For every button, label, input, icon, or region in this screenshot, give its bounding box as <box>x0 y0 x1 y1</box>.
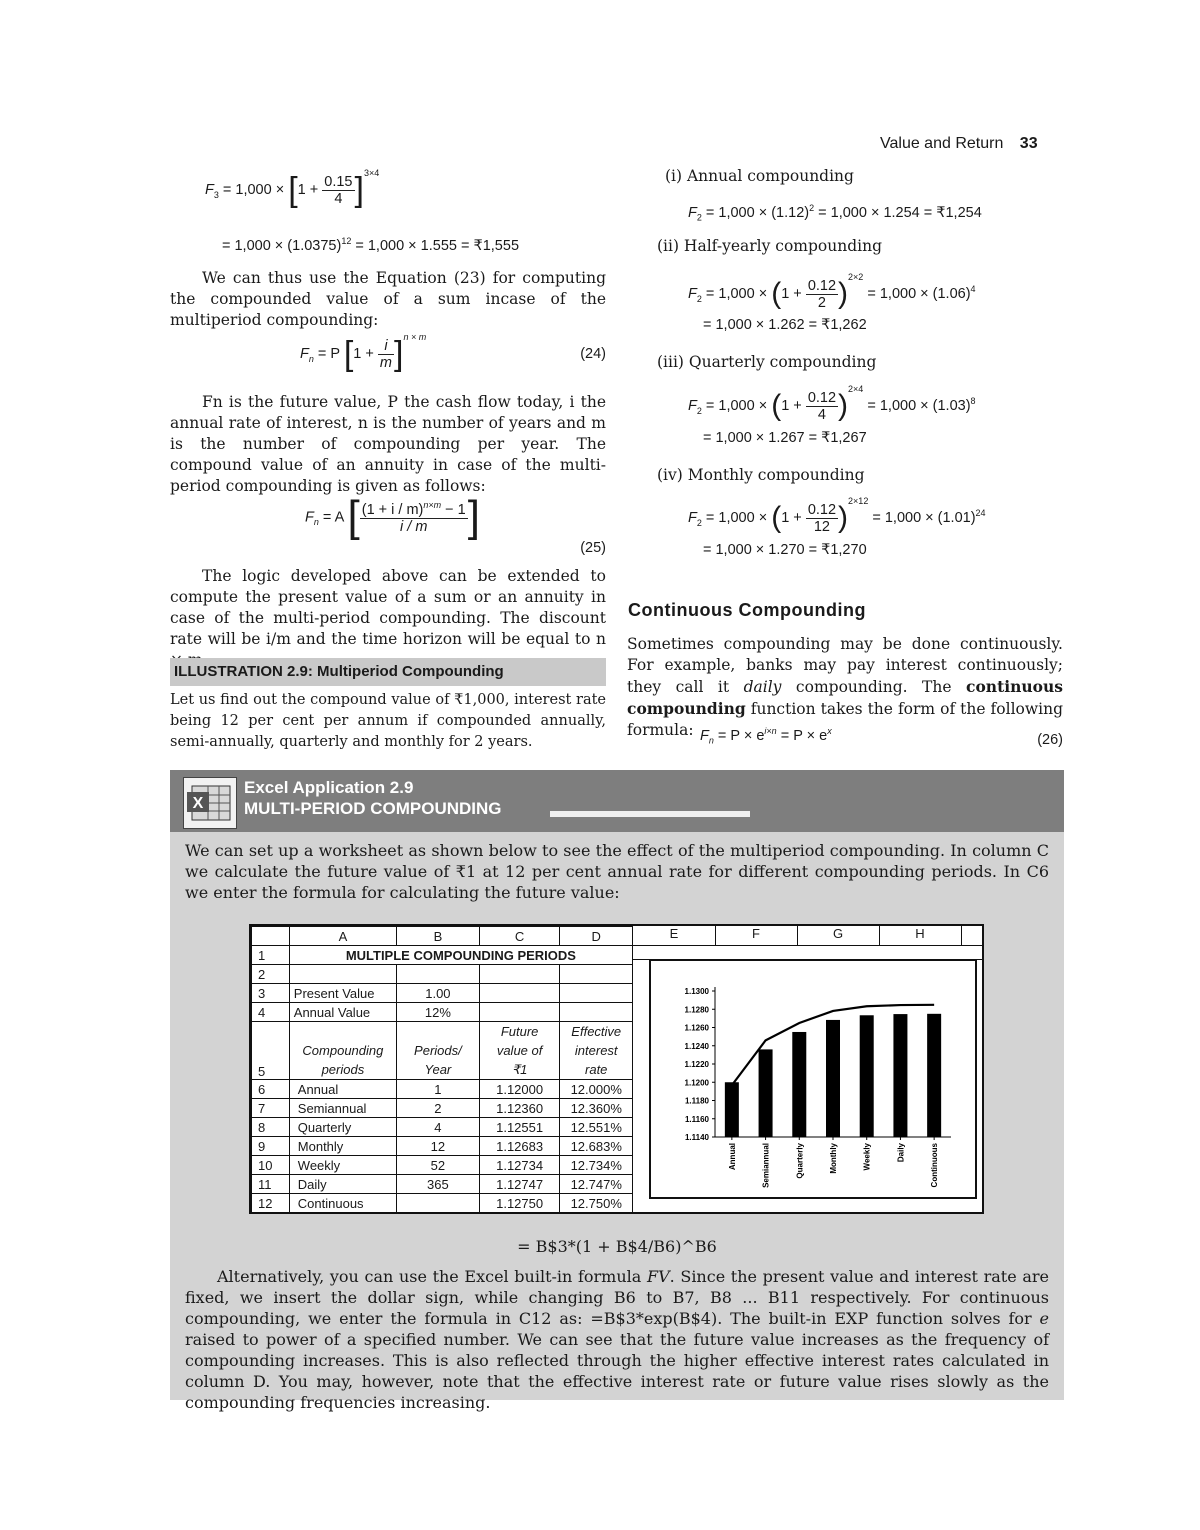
period-cell[interactable]: Semiannual <box>289 1099 396 1118</box>
bar-chart <box>651 961 975 1197</box>
row-header[interactable]: 1 <box>252 946 290 965</box>
x-tick-label: Annual <box>727 1143 737 1171</box>
paragraph-future-value-definition: Fn is the future value, P the cash flow today, i the annual rate of interest, n is the number of years and m is the number of compounding per year. The compound value of an annuity in case of the multi-period compounding is given as follows: <box>170 393 606 495</box>
y-tick-label: 1.1260 <box>684 1023 709 1033</box>
right-column-headers <box>633 926 982 946</box>
y-tick-label: 1.1180 <box>684 1096 709 1106</box>
case-quarterly-result: = 1,000 × 1.267 = ₹1,267 <box>703 430 867 446</box>
row-header[interactable]: 8 <box>252 1118 290 1137</box>
equation-f3-line1: $F_3 = 1,000 \times [1$ + $\frac{0.15}{4}$ ]$^{3\times 4}$ <box>205 168 380 210</box>
column-header-d[interactable]: D <box>560 927 633 946</box>
period-cell[interactable]: Monthly <box>289 1137 396 1156</box>
table-row <box>252 1099 633 1118</box>
x-tick-label: Semiannual <box>761 1143 771 1188</box>
future-value-cell[interactable]: 1.12750 <box>479 1194 560 1213</box>
future-value-cell[interactable]: 1.12551 <box>479 1118 560 1137</box>
table-row <box>252 1080 633 1099</box>
page-number: 33 <box>1019 135 1038 152</box>
x-tick-label: Weekly <box>862 1143 872 1171</box>
table-row <box>252 1003 633 1022</box>
x-tick-label: Quarterly <box>795 1143 805 1179</box>
bar-monthly <box>826 1020 840 1137</box>
y-tick-label: 1.1160 <box>684 1114 709 1124</box>
table-row <box>252 1175 633 1194</box>
column-header-e[interactable]: E <box>633 926 716 945</box>
spreadsheet <box>249 924 984 1214</box>
periods-per-year-cell[interactable]: 365 <box>397 1175 480 1194</box>
y-tick-label: 1.1300 <box>684 987 709 996</box>
equation-f3-line2: = $1,000 \times (1.0375)^{12} = 1,000 \times 1.555$ = ₹1,555 <box>222 236 520 254</box>
future-value-cell[interactable]: 1.12360 <box>479 1099 560 1118</box>
y-tick-label: 1.1200 <box>684 1078 709 1088</box>
bar-daily <box>893 1014 907 1137</box>
column-header-b[interactable]: B <box>397 927 480 946</box>
cell[interactable] <box>479 984 560 1003</box>
future-value-cell[interactable]: 1.12000 <box>479 1080 560 1099</box>
row-header[interactable]: 4 <box>252 1003 290 1022</box>
bar-chart-frame <box>649 959 977 1199</box>
period-cell[interactable]: Continuous <box>289 1194 396 1213</box>
cell[interactable] <box>560 965 633 984</box>
bar-semiannual <box>759 1049 773 1137</box>
effective-rate-header[interactable]: Effective interest rate <box>560 1022 633 1080</box>
excel-formula: = B$3*(1 + B$4/B6)^B6 <box>517 1237 717 1256</box>
table-row <box>252 1194 633 1213</box>
y-tick-label: 1.1240 <box>684 1041 709 1051</box>
row-header[interactable]: 3 <box>252 984 290 1003</box>
running-title: Value and Return <box>880 135 1004 152</box>
table-row <box>252 946 633 965</box>
table-row <box>252 1118 633 1137</box>
excel-intro-paragraph: We can set up a worksheet as shown below to see the effect of the multiperiod compounding. In column C we calculate the future value of ₹1 at 12 per cent annual rate for different compounding periods. In C6 we enter the formula for calculating the future value: <box>185 841 1049 902</box>
case-monthly-result: = 1,000 × 1.270 = ₹1,270 <box>703 542 867 558</box>
cell[interactable] <box>479 1003 560 1022</box>
illustration-title-bar <box>170 658 606 686</box>
bar-weekly <box>860 1015 874 1137</box>
row-header[interactable]: 6 <box>252 1080 290 1099</box>
row-header[interactable]: 2 <box>252 965 290 984</box>
periods-per-year-cell[interactable]: 1 <box>397 1080 480 1099</box>
column-header-f[interactable]: F <box>715 926 798 945</box>
paragraph-multiperiod-intro: We can thus use the Equation (23) for computing the compounded value of a sum incase of the multiperiod compounding: <box>170 269 606 329</box>
periods-per-year-cell[interactable]: 2 <box>397 1099 480 1118</box>
cell[interactable] <box>560 1003 633 1022</box>
equation-24: $F_n = P$ [1 + $\frac{i}{m}$ ]$^{n \times m}$ (24) <box>300 332 606 374</box>
equation-26-label: (26) <box>1037 732 1063 748</box>
row-header[interactable]: 9 <box>252 1137 290 1156</box>
cell[interactable] <box>560 984 633 1003</box>
annual-value-label[interactable]: Annual Value <box>289 1003 396 1022</box>
x-tick-label: Continuous <box>930 1143 940 1188</box>
column-header-a[interactable]: A <box>289 927 396 946</box>
table-row <box>252 1137 633 1156</box>
cell[interactable] <box>397 965 480 984</box>
case-half-yearly-label: (ii) Half-yearly compounding <box>657 237 883 255</box>
periods-per-year-cell[interactable] <box>397 1194 480 1213</box>
column-header-c[interactable]: C <box>479 927 560 946</box>
effective-rate-cell[interactable]: 12.683% <box>560 1137 633 1156</box>
future-value-cell[interactable]: 1.12734 <box>479 1156 560 1175</box>
bar-continuous <box>927 1014 941 1137</box>
effective-rate-cell[interactable]: 12.551% <box>560 1118 633 1137</box>
period-cell[interactable]: Quarterly <box>289 1118 396 1137</box>
case-quarterly-equation: $F_2 = 1,000 \times (1$ + $\frac{0.12}{4}$ )$^{2\times 4} = 1,000 \times (1.03)^8$ <box>688 384 976 423</box>
period-cell[interactable]: Weekly <box>289 1156 396 1175</box>
chart-top-divider <box>633 945 982 960</box>
illustration-text: Let us find out the compound value of ₹1,000, interest rate being 12 per cent per annum if compounded annually, semi-annually, quarterly and monthly for 2 years. <box>170 692 606 750</box>
cell[interactable] <box>289 965 396 984</box>
running-header <box>880 135 1038 153</box>
effective-rate-cell[interactable]: 12.360% <box>560 1099 633 1118</box>
future-value-header[interactable]: Future value of ₹1 <box>479 1022 560 1080</box>
column-header-g[interactable]: G <box>797 926 880 945</box>
future-value-cell[interactable]: 1.12747 <box>479 1175 560 1194</box>
section-title-continuous: Continuous Compounding <box>628 600 866 620</box>
x-tick-label: Monthly <box>829 1143 838 1174</box>
y-tick-label: 1.1280 <box>684 1005 709 1015</box>
case-quarterly-label: (iii) Quarterly compounding <box>657 353 877 371</box>
case-monthly-label: (iv) Monthly compounding <box>657 466 865 484</box>
paragraph-continuous: Sometimes compounding may be done continuously. For example, banks may pay interest continuously; they call it daily compounding. The continuous compounding function takes the form of the following formula: <box>627 635 1063 739</box>
case-monthly-equation: $F_2 = 1,000 \times (1$ + $\frac{0.12}{12}$ )$^{2\times 12} = 1,000 \times (1.01)^{24}$ <box>688 496 986 535</box>
table-row <box>252 965 633 984</box>
effective-rate-cell[interactable]: 12.750% <box>560 1194 633 1213</box>
case-half-yearly-equation: $F_2 = 1,000 \times (1$ + $\frac{0.12}{2}$ )$^{2\times 2} = 1,000 \times (1.06)^4$ <box>688 272 976 311</box>
case-half-yearly-result: = 1,000 × 1.262 = ₹1,262 <box>703 317 867 333</box>
bar-quarterly <box>792 1032 806 1137</box>
svg-text:X: X <box>192 795 204 812</box>
paragraph-logic-extension: The logic developed above can be extended to compute the present value of a sum or an annuity in case of the multi-period compounding. The discount rate will be i/m and the time horizon will be equal to n <box>170 567 606 648</box>
row-header[interactable]: 5 <box>252 1022 290 1080</box>
excel-closing-paragraph: Alternatively, you can use the Excel built-in formula FV. Since the present value and interest rate are fixed, we insert the dollar sign, while changing B6 to B7, B8 ... B11 respectively. For continuous compounding, we enter the formula in C12 as: =B$3*exp(B$4). The built-in EXP function solves for e raised to power of a specified number. We can see that the future value increases as the frequency of compounding increases. This is also reflected through the higher effective interest rates calculated in column D. You may, however, note that the effective interest rate or future value rises slowly as the compounding frequencies increasing. <box>185 1267 1050 1412</box>
excel-application-title: Excel Application 2.9 <box>244 778 414 797</box>
row-header[interactable]: 10 <box>252 1156 290 1175</box>
annual-value-cell[interactable]: 12% <box>397 1003 480 1022</box>
column-header-row <box>252 927 633 946</box>
header-row-5 <box>252 1022 633 1080</box>
header-decorative-bar <box>550 811 750 817</box>
row-header[interactable]: 12 <box>252 1194 290 1213</box>
periods-per-year-cell[interactable]: 12 <box>397 1137 480 1156</box>
equation-25: $F_n = A$ [ $\frac{(1 + i / m)^{n\times m} - 1}{i / m}$ ] (25) <box>305 492 606 556</box>
y-tick-label: 1.1140 <box>684 1133 709 1142</box>
row-header[interactable]: 7 <box>252 1099 290 1118</box>
period-cell[interactable]: Daily <box>289 1175 396 1194</box>
present-value-cell[interactable]: 1.00 <box>397 984 480 1003</box>
equation-24-label: (24) <box>580 346 606 362</box>
bar-annual <box>725 1082 739 1137</box>
effective-rate-cell[interactable]: 12.000% <box>560 1080 633 1099</box>
column-header-h[interactable]: H <box>879 926 962 945</box>
x-tick-label: Daily <box>896 1143 906 1163</box>
illustration-title: ILLUSTRATION 2.9: Multiperiod Compounding <box>174 663 504 680</box>
excel-application-subtitle: MULTI-PERIOD COMPOUNDING <box>244 799 502 818</box>
y-tick-label: 1.1220 <box>684 1060 709 1069</box>
spreadsheet-table <box>251 926 633 1213</box>
periods-per-year-cell[interactable]: 4 <box>397 1118 480 1137</box>
present-value-label[interactable]: Present Value <box>289 984 396 1003</box>
period-cell[interactable]: Annual <box>289 1080 396 1099</box>
future-value-cell[interactable]: 1.12683 <box>479 1137 560 1156</box>
excel-icon <box>183 777 237 829</box>
periods-per-year-cell[interactable]: 52 <box>397 1156 480 1175</box>
compounding-periods-header[interactable]: Compounding periods <box>289 1022 396 1080</box>
row-header[interactable]: 11 <box>252 1175 290 1194</box>
equation-25-label: (25) <box>580 540 606 556</box>
case-annual-equation: $F_2 = 1,000 \times (1.12)^2 = 1,000 \times 1.254$ = ₹1,254 <box>688 203 982 223</box>
cell[interactable] <box>479 965 560 984</box>
periods-per-year-header[interactable]: Periods/ Year <box>397 1022 480 1080</box>
table-row <box>252 984 633 1003</box>
effective-rate-cell[interactable]: 12.734% <box>560 1156 633 1175</box>
equation-26: $F_n = P \times e^{i\times n} = P \times e^x$ (26) <box>700 726 1063 748</box>
effective-rate-cell[interactable]: 12.747% <box>560 1175 633 1194</box>
sheet-title-cell[interactable]: MULTIPLE COMPOUNDING PERIODS <box>289 946 632 965</box>
table-row <box>252 1156 633 1175</box>
case-annual-label: (i) Annual compounding <box>665 167 854 185</box>
